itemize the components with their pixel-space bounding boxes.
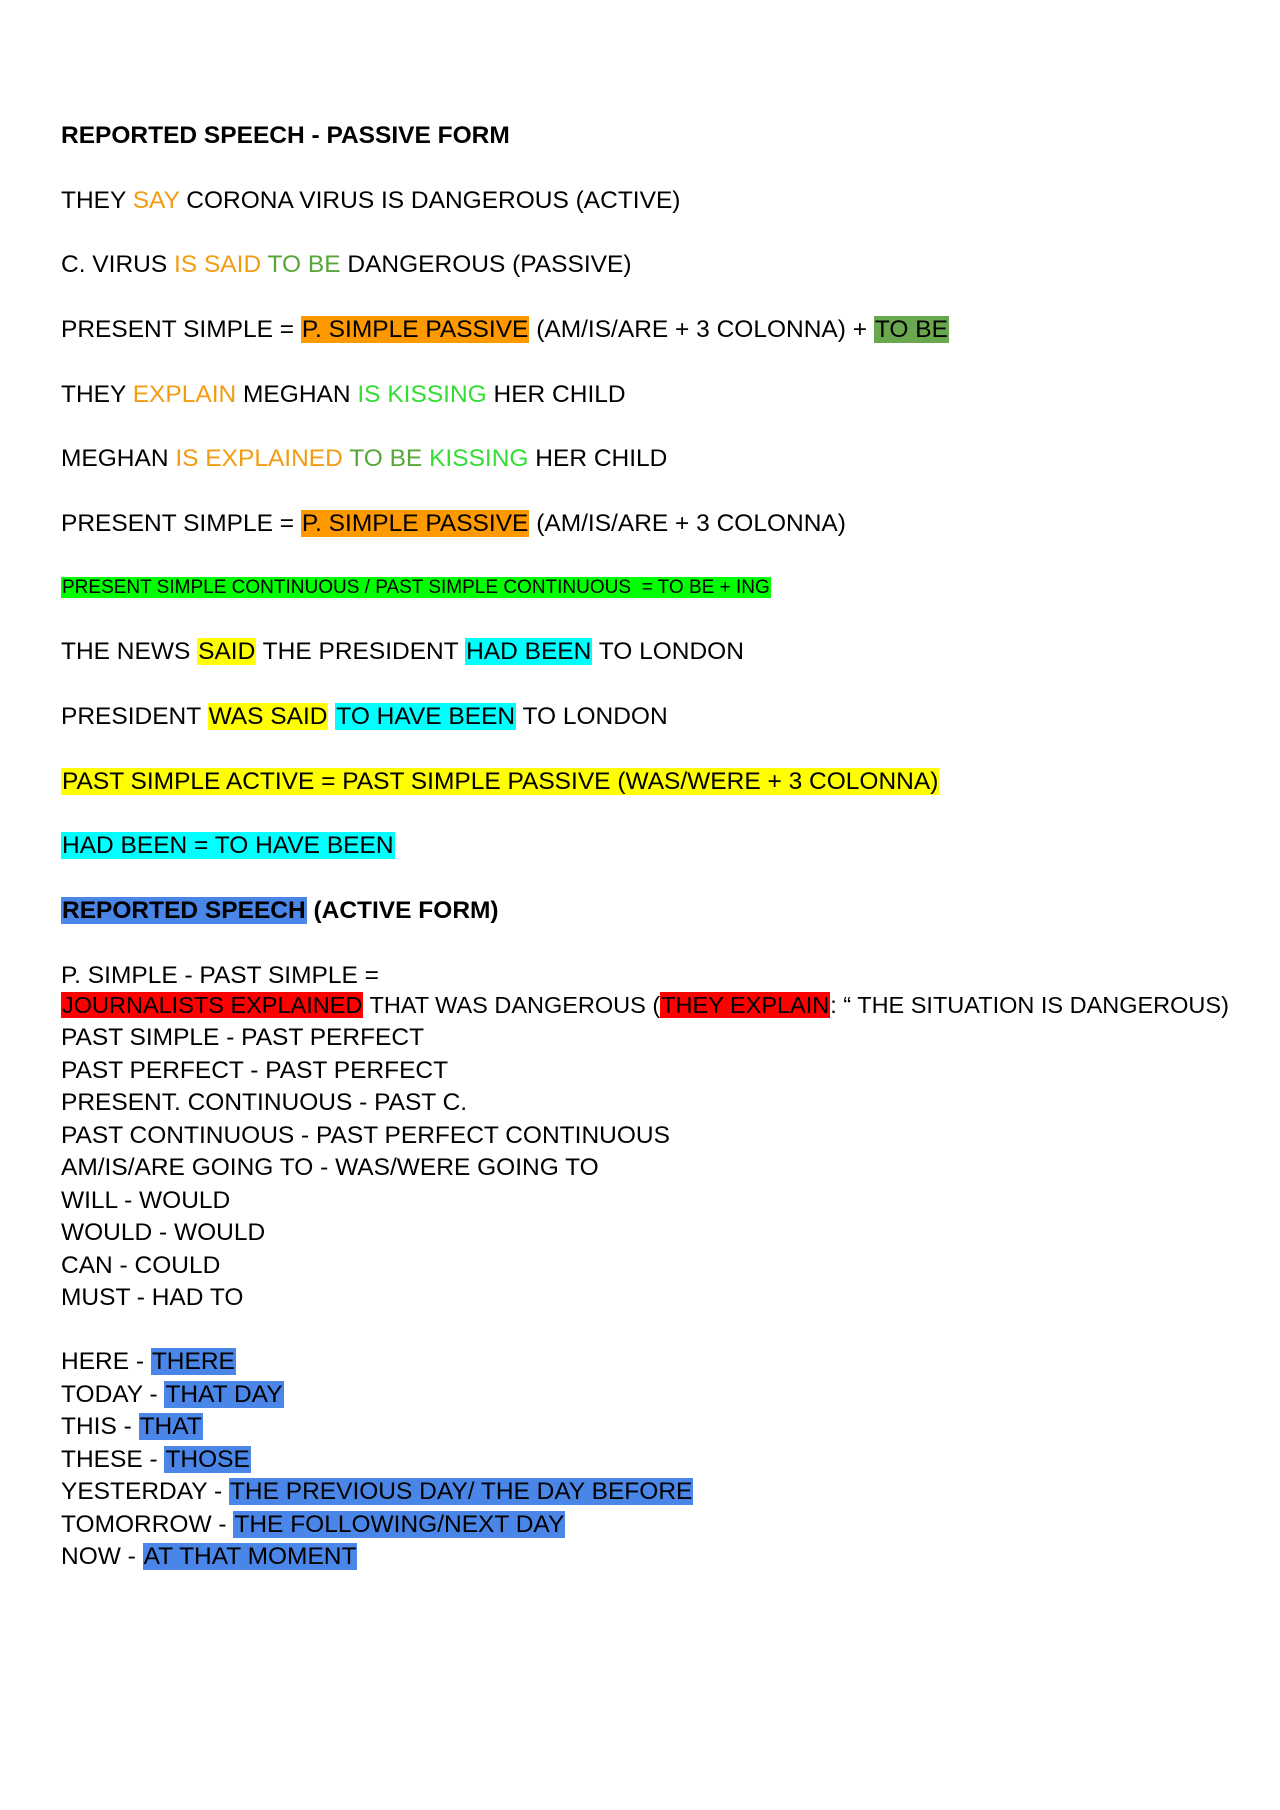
highlight-to-have-been: TO HAVE BEEN (336, 703, 516, 730)
time-expression-from: THESE - (61, 1445, 165, 1473)
active-example-line-3 (61, 638, 744, 666)
time-expression-to: THERE (151, 1348, 235, 1375)
is-said-phrase: IS SAID (174, 251, 262, 278)
rule-past-simple (61, 768, 939, 796)
active-example-line-2 (61, 381, 626, 409)
time-expression-item (61, 1381, 284, 1409)
tense-rule-line: P. SIMPLE - PAST SIMPLE = (61, 962, 379, 989)
explain-word: EXPLAIN (132, 381, 237, 408)
tense-shift-item: WOULD - WOULD (61, 1219, 266, 1246)
text: PRESIDENT (61, 703, 208, 730)
time-expression-from: YESTERDAY - (61, 1478, 229, 1505)
highlight-to-be: TO BE (874, 316, 948, 343)
highlight-said: SAID (198, 638, 256, 665)
text: (ACTIVE FORM) (306, 897, 499, 924)
rule-had-been (61, 832, 395, 860)
highlight-had-been-rule: HAD BEEN = TO HAVE BEEN (62, 832, 394, 859)
tense-shift-item: CAN - COULD (61, 1251, 221, 1279)
time-expression-from: NOW - (61, 1543, 143, 1570)
is-explained-phrase: IS EXPLAINED (175, 445, 343, 472)
rule-present-simple-2 (61, 510, 846, 538)
text: : “ THE SITUATION IS DANGEROUS) (830, 992, 1229, 1018)
text: THEY (61, 381, 133, 408)
text: THAT WAS DANGEROUS ( (363, 992, 661, 1018)
to-be-phrase: TO BE (349, 445, 423, 472)
time-expression-to: THOSE (165, 1445, 250, 1473)
passive-example-line (61, 251, 631, 279)
text: DANGEROUS (PASSIVE) (340, 251, 632, 278)
text: THE NEWS (61, 638, 198, 665)
text: TO LONDON (592, 638, 744, 665)
kissing-word: KISSING (429, 445, 529, 472)
passive-example-line-2 (61, 445, 667, 473)
time-expression-to: AT THAT MOMENT (143, 1543, 357, 1570)
text: TO LONDON (516, 703, 668, 730)
time-expression-item (61, 1348, 236, 1376)
highlight-past-simple-rule: PAST SIMPLE ACTIVE = PAST SIMPLE PASSIVE (WAS/WERE + 3 COLONNA) (62, 768, 939, 795)
highlight-journalists-explained: JOURNALISTS EXPLAINED (62, 992, 363, 1018)
tense-shift-item: AM/IS/ARE GOING TO - WAS/WERE GOING TO (61, 1154, 599, 1181)
text: THE PRESIDENT (256, 638, 466, 665)
rule-continuous (61, 576, 771, 600)
text: (AM/IS/ARE + 3 COLONNA) + (529, 316, 874, 343)
highlight-p-simple-passive: P. SIMPLE PASSIVE (301, 510, 529, 537)
section-heading-active (61, 897, 499, 925)
time-expression-from: TODAY - (61, 1380, 165, 1408)
text: HER CHILD (528, 445, 668, 472)
rule-present-simple (61, 316, 949, 344)
is-kissing-phrase: IS KISSING (357, 381, 487, 408)
text: MEGHAN (61, 445, 176, 472)
time-expression-item (61, 1511, 565, 1539)
time-expression-to: THAT (139, 1413, 202, 1440)
text: CORONA VIRUS IS DANGEROUS (ACTIVE) (179, 187, 681, 214)
tense-shift-item: PAST PERFECT - PAST PERFECT (61, 1056, 449, 1084)
tense-shift-item: PAST CONTINUOUS - PAST PERFECT CONTINUOUS (61, 1121, 670, 1149)
highlight-was-said: WAS SAID (208, 703, 328, 730)
text: C. VIRUS (61, 251, 174, 278)
time-expression-from: THIS - (61, 1413, 139, 1440)
journalists-example-line (61, 991, 1229, 1019)
time-expression-from: HERE - (61, 1348, 151, 1375)
text: HER CHILD (486, 381, 626, 408)
time-expression-item (61, 1446, 251, 1474)
text: PRESENT SIMPLE = (61, 316, 301, 343)
text: (AM/IS/ARE + 3 COLONNA) (529, 510, 846, 537)
say-word: SAY (132, 187, 180, 214)
highlight-had-been: HAD BEEN (466, 638, 592, 665)
to-be-phrase: TO BE (267, 251, 341, 278)
text: MEGHAN (236, 381, 358, 408)
time-expression-item (61, 1543, 357, 1571)
time-expression-to: THAT DAY (165, 1380, 283, 1408)
text: THEY (61, 187, 133, 214)
text: PRESENT SIMPLE = (61, 510, 301, 537)
tense-shift-item: PRESENT. CONTINUOUS - PAST C. (61, 1089, 468, 1116)
tense-shift-item: MUST - HAD TO (61, 1284, 244, 1311)
passive-example-line-3 (61, 703, 668, 731)
tense-shift-item: WILL - WOULD (61, 1186, 231, 1214)
time-expression-from: TOMORROW - (61, 1510, 234, 1538)
time-expression-item (61, 1478, 693, 1506)
time-expression-to: THE PREVIOUS DAY/ THE DAY BEFORE (229, 1478, 693, 1505)
time-expression-to: THE FOLLOWING/NEXT DAY (234, 1510, 565, 1538)
highlight-continuous-rule: PRESENT SIMPLE CONTINUOUS / PAST SIMPLE CONTINUOUS = TO BE + ING (62, 577, 770, 598)
highlight-they-explain: THEY EXPLAIN (661, 992, 830, 1018)
tense-shift-item: PAST SIMPLE - PAST PERFECT (61, 1024, 425, 1051)
document-title: REPORTED SPEECH - PASSIVE FORM (61, 122, 510, 149)
highlight-reported-speech: REPORTED SPEECH (62, 897, 306, 924)
highlight-p-simple-passive: P. SIMPLE PASSIVE (301, 316, 529, 343)
time-expression-item (61, 1413, 203, 1441)
active-example-line (61, 187, 680, 215)
